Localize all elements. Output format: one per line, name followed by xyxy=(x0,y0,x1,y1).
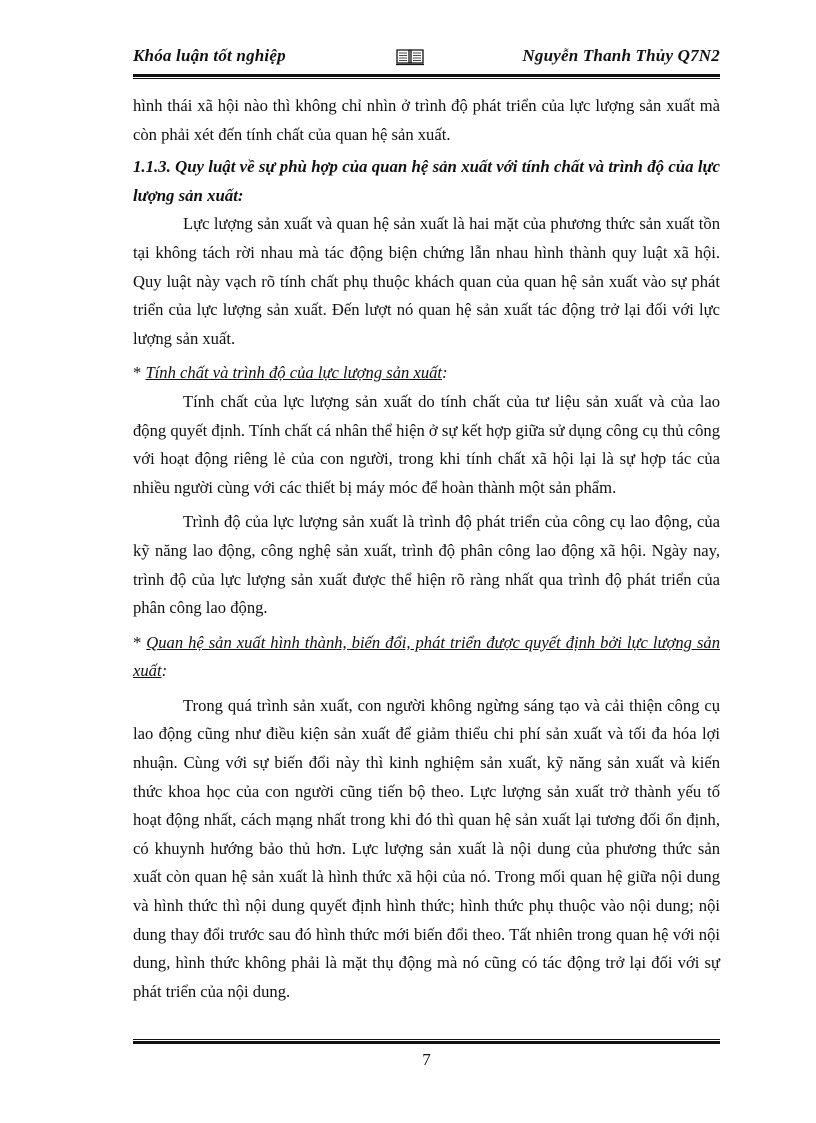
paragraph-continued: hình thái xã hội nào thì không chỉ nhìn ở trình độ phát triển của lực lượng sản xuất mà còn phải xét đến tính chất của quan hệ sản xuất. xyxy=(133,96,720,144)
paragraph-process: Trong quá trình sản xuất, con người không ngừng sáng tạo và cải thiện công cụ lao động cũng như điều kiện sản xuất để giảm thiểu chi phí sản xuất và tối đa hóa lợi nhuận. Cùng với sự biến đổi này thì kinh nghiệm sản xuất, kỹ năng sản xuất và kiến thức khoa học của con người cũng tiến bộ theo. Lực lượng sản xuất trở thành yếu tố hoạt động nhất, cách mạng nhất trong khi đó thì quan hệ sản xuất lại tương đối ổn định, có khuynh hướng bảo thủ hơn. Lực lượng sản xuất là nội dung của phương thức sản xuất còn quan hệ sản xuất là hình thức xã hội của nó. Trong mối quan hệ giữa nội dung và hình thức thì nội dung quyết định hình thức; hình thức phụ thuộc vào nội dung; nội dung thay đổi trước sau đó hình thức mới biến đổi theo. Tất nhiên trong quan hệ với nội dung, hình thức không phải là mặt thụ động mà nó cũng có tác động trở lại đối với sự phát triển của nội dung. xyxy=(133,695,720,1001)
paragraph-level: Trình độ của lực lượng sản xuất là trình độ phát triển của công cụ lao động, của kỹ năng lao động, công nghệ sản xuất, trình độ phân công lao động xã hội. Ngày nay, trình độ của lực lượng sản xuất được thể hiện rõ ràng nhất qua trình độ phát triển của phân công lao động. xyxy=(133,512,720,618)
subheading-colon: : xyxy=(161,661,168,681)
page-content xyxy=(133,92,720,1006)
open-book-icon xyxy=(395,46,425,66)
subheading-bullet: * xyxy=(133,632,147,652)
footer-divider xyxy=(133,1039,720,1044)
page-number: 7 xyxy=(422,1050,431,1069)
paragraph-nature: Tính chất của lực lượng sản xuất do tính chất của tư liệu sản xuất và của lao động quyết định. Tính chất cá nhân thể hiện ở sự kết hợp giữa sử dụng công cụ thủ công với hoạt động riêng lẻ của con người, trong khi tính chất xã hội lại là sự hợp tác của nhiều người cùng với các thiết bị máy móc để hoàn thành một sản phẩm. xyxy=(133,391,720,497)
page-header xyxy=(133,44,720,74)
header-divider xyxy=(133,74,720,79)
subheading-text: Quan hệ sản xuất hình thành, biến đổi, phát triển được quyết định bởi lực lượng sản xuất xyxy=(133,632,720,681)
section-heading: 1.1.3. Quy luật về sự phù hợp của quan hệ sản xuất với tính chất và trình độ của lực lượng sản xuất: xyxy=(133,157,720,205)
subheading-bullet: * xyxy=(133,363,146,383)
subheading-text: Tính chất và trình độ của lực lượng sản xuất xyxy=(145,363,443,383)
subheading-nature-level xyxy=(133,359,720,388)
header-author: Nguyễn Thanh Thủy Q7N2 xyxy=(522,46,720,65)
header-thesis-title: Khóa luận tốt nghiệp xyxy=(133,46,286,65)
paragraph-law: Lực lượng sản xuất và quan hệ sản xuất là hai mặt của phương thức sản xuất tồn tại không tách rời nhau mà tác động biện chứng lẫn nhau hình thành quy luật xã hội. Quy luật này vạch rõ tính chất phụ thuộc khách quan của quan hệ sản xuất vào sự phát triển của lực lượng sản xuất. Đến lượt nó quan hệ sản xuất tác động trở lại đối với lực lượng sản xuất. xyxy=(133,214,720,348)
subheading-colon: : xyxy=(442,363,448,383)
subheading-relations-determined xyxy=(133,629,720,686)
